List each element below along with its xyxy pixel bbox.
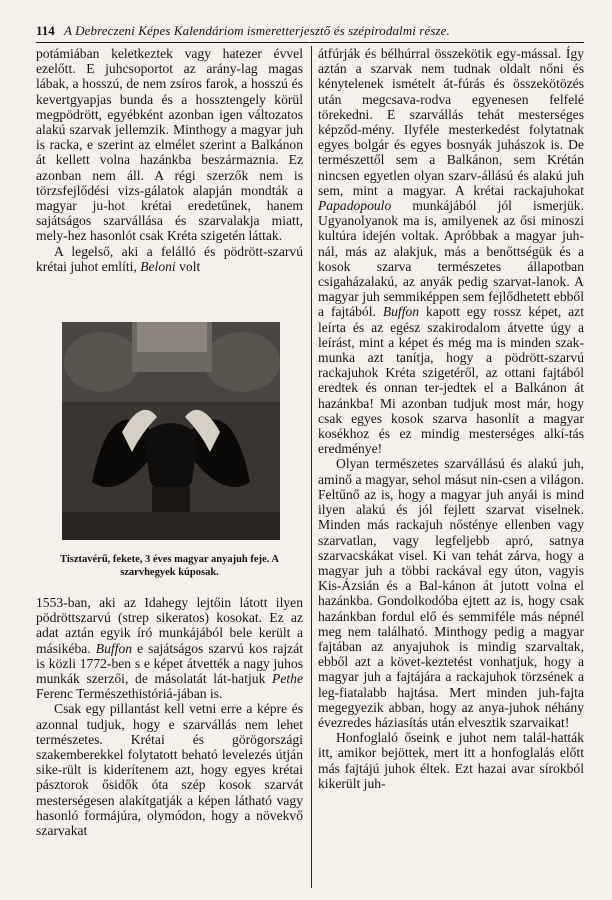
photo-caption: Tisztavérű, fekete, 3 éves magyar anyajuh feje. A szarvhegyek kúposak. [60,554,279,578]
paragraph: Csak egy pillantást kell vetni erre a képre és azonnal tudjuk, hogy e szarvállás nem lehet természetes. Krétai és görögországi szakemberekkel folytatott beható levelezés útján sike-rült is kiderítenem azt, hogy egyes krétai pásztorok ősidők óta szép kosok szarvát mesterségesen alakítgatják a képen látható vagy hasonló formájúra, olymódon, hogy a növekvő szarvakat [36,701,303,839]
paragraph: átfúrják és bélhúrral összekötik egy-mással. Így aztán a szarvak nem tudnak oldalt nőni és kénytelenek ismételt át-fúrás és összekötözés után megcsava-rodva egyenesen felfelé törekedni. E szarvállás tehát mesterséges képződ-mény. Ilyféle mesterkedést folytatnak egyes bolgár és egyes bosnyák juhászok is. De természettől sem a Balkánon, sem Krétán nincsen egyetlen olyan szarv-állású és alakú juh sem, mint a magyar. A krétai rackajuhokat Papadopoulo munkájából jól ismerjük. Ugyanolyanok ma is, amilyenek az ősi minoszi kultúra idején voltak. Apróbbak a magyar juh-nál, más az alakjuk, más a benőttségük és a kosok szarva természetes állapotban csigaházalakú, az anyák pedig szarvat-lanok. A magyar juh semmiképpen sem fejlődhetett ebből a fajtából. Buffon kapott egy rossz képet, azt leírta és az egész szakirodalom átvette úgy a leírást, mint a képet és még ma is minden szak-munka azt tanítja, hogy a pödrött-szarvú rackajuhok Kréta szigetéről, az ottani fajtából eredtek és onnan ter-jedtek el a Balkánon át hazánkba! Mi azonban tudjuk most már, hogy csak egyes kosok szarva hasonlít a magyar kosékhoz és ez mindig mesterséges alkí-tás eredménye! [318,46,584,457]
right-column [318,46,584,791]
author-name: Buffon [95,640,133,656]
photo-image [62,322,280,540]
author-name: Beloni [140,258,176,274]
left-column-top [36,46,303,274]
paragraph: 1553-ban, aki az Idahegy lejtőin látott ilyen pödröttszarvú (strep sikeratos) kosokat. Ez az adat aztán egyik író munkájából bele került a másikéba. Buffon e sajátságos szarvú kos rajzát is közli 1772-ben s e képet átvették a nagy juhos munkák szerzői, de másolatát lát-hatjuk Pethe Ferenc Természethistóriá-jában is. [36,595,304,702]
paragraph: Olyan természetes szarvállású és alakú juh, aminő a magyar, sehol másut nin-csen a világon. Feltűnő az is, hogy a magyar juh anyái is mind ilyen alakú és jól fejlett szarvat viselnek. Minden más rackajuh nősténye ellenben vagy szarvatlan, vagy legfeljebb apró, satnya szarvacskákat visel. Ki van tehát zárva, hogy a magyar juh a többi rackával egy úton, vagyis Kis-Ázsián és a Bal-kánon át jutott volna el hazánkba. Gondolkodóba ejtett az is, hogy csak hazánkban fordul elő és semmiféle más népnél meg nem található. Minthogy pedig a magyar fajtában az anyajuhok is mindig szarvaltak, ebből azt a követ-keztetést vonhatjuk, hogy a magyar juh a fajtájára a rackajuhok törzsének a leg-fiatalabb hajtása. Mert minden juh-fajta megegyezik abban, hogy az anya-juhok néhány évezredes háziasítás után elvesztik szarvaikat! [318,456,584,730]
author-name: Pethe [272,671,303,687]
running-head: A Debreczeni Képes Kalendáriom ismeretterjesztő és szépirodalmi része. [64,23,450,38]
page-header [36,22,584,40]
author-name: Papadopoulo [318,198,392,214]
paragraph: Honfoglaló őseink e juhot nem talál-hatták itt, amikor bejöttek, mert itt a honfoglalás előtt más fajtájú juhok éltek. Ezt hazai avar sírokból kikerült juh- [318,730,584,791]
page-number: 114 [36,23,55,38]
sheep-head-photo [62,322,280,540]
left-column-bottom [36,595,303,838]
paragraph: A legelső, aki a felálló és pödrött-szarvú krétai juhot említi, Beloni volt [36,243,303,274]
paragraph: potámiában keletkeztek vagy hatezer évvel ezelőtt. E juhcsoportot az arány-lag magas lábak, a hosszú, de nem zsíros farok, a hosszú és kevertgyapjas bunda és a hossztengely körül megpödrött, egyébként azonban igen változatos alakú szarvak jellemzik. Minthogy a magyar juh is racka, e szerint az elmélet szerint a Balkánon át kellett volna hazánkba beszármaznia. Ez azonban nem áll. A régi szerzők nem is törzsfejlődési vizs-gálatok alapján mondták a magyar ju-hot krétai eredetűnek, hanem sajátságos szarvállása és szarvalakja miatt, mely-hez hasonlót csak Kréta szigetén láttak. [36,46,303,244]
column-divider [311,46,312,888]
header-rule [36,42,584,43]
author-name: Buffon [382,304,420,320]
